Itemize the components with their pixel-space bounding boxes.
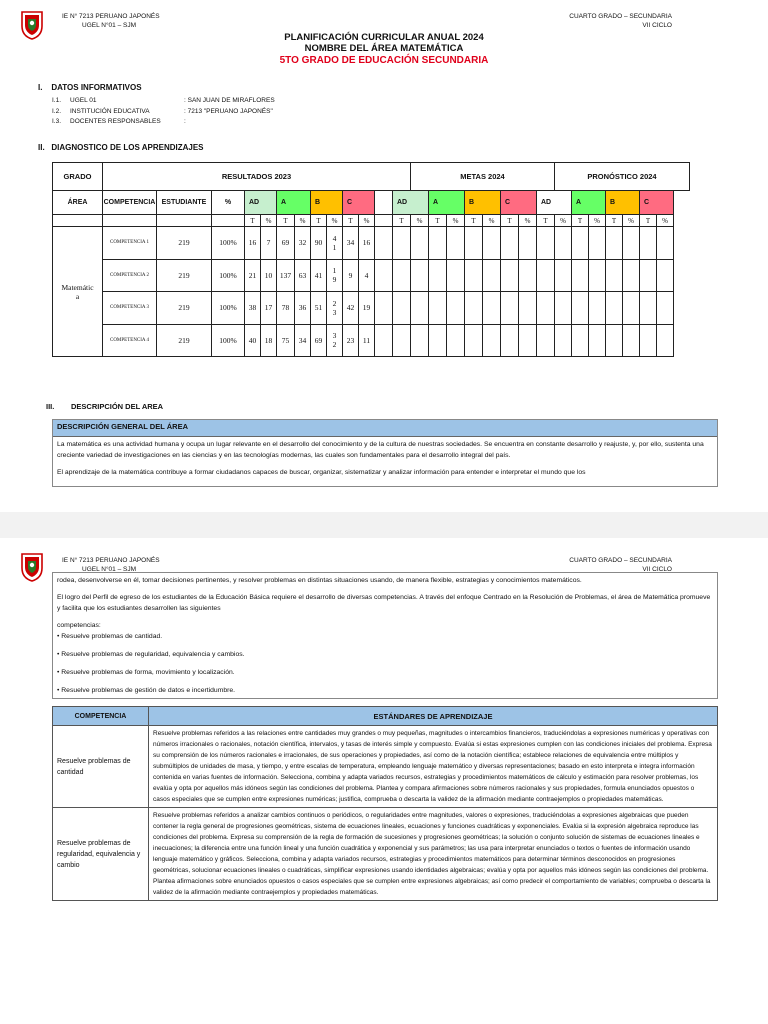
b-p-cell: [327, 324, 343, 357]
school-name: IE N° 7213 PERUANO JAPONÉS: [62, 557, 160, 564]
t-label: T: [245, 215, 261, 227]
ad-t-cell: 38: [245, 292, 261, 325]
empty-cell: [212, 215, 245, 227]
estudiante-header: ESTUDIANTE: [157, 191, 212, 215]
main-title: PLANIFICACIÓN CURRICULAR ANUAL 2024: [284, 32, 484, 43]
meta-cell: [465, 292, 483, 325]
empty-cell: [375, 227, 393, 260]
school-header: [62, 12, 160, 30]
meta-cell: [483, 324, 501, 357]
level-ad-header: AD: [393, 191, 429, 215]
pct-header: %: [212, 191, 245, 215]
empty-cell: [375, 259, 393, 292]
a-p-cell: 36: [295, 292, 311, 325]
document-page-2: [0, 540, 768, 1024]
document-page-1: [0, 0, 768, 510]
datos-informativos-list: [52, 96, 275, 128]
datos-label: INSTITUCIÓN EDUCATIVA: [70, 107, 150, 115]
pronostico-cell: [606, 292, 623, 325]
diag-header-row: [53, 163, 690, 191]
b-p-digit: 4: [332, 233, 337, 243]
pronostico-cell: [537, 292, 555, 325]
level-c-header: C: [343, 191, 375, 215]
pct-label: %: [261, 215, 277, 227]
meta-cell: [393, 259, 411, 292]
pct-cell: 100%: [212, 324, 245, 357]
b-p-digit: 1: [332, 242, 337, 252]
meta-cell: [411, 259, 429, 292]
c-t-cell: 9: [343, 259, 359, 292]
section-heading-diagnostico: II. DIAGNOSTICO DE LOS APRENDIZAJES: [38, 143, 204, 152]
estandares-col-header: ESTÁNDARES DE APRENDIZAJE: [149, 707, 718, 726]
meta-cell: [429, 227, 447, 260]
descripcion-box-title: DESCRIPCIÓN GENERAL DEL ÁREA: [53, 420, 717, 437]
b-p-digit: 2: [332, 298, 337, 308]
pct-label: %: [555, 215, 572, 227]
pronostico-cell: [657, 259, 674, 292]
c-p-cell: 19: [359, 292, 375, 325]
meta-cell: [501, 227, 519, 260]
pronostico-cell: [572, 259, 589, 292]
ugel-name: UGEL N°01 – SJM: [82, 566, 137, 573]
competencia-header: COMPETENCIA: [103, 191, 157, 215]
datos-row: [52, 117, 275, 128]
pronostico-cell: [589, 292, 606, 325]
pct-label: %: [589, 215, 606, 227]
grado-header: GRADO: [53, 163, 103, 191]
ad-t-cell: 21: [245, 259, 261, 292]
pct-cell: 100%: [212, 227, 245, 260]
diag-tp-row: [53, 215, 690, 227]
pct-cell: 100%: [212, 292, 245, 325]
c-t-cell: 42: [343, 292, 359, 325]
t-label: T: [465, 215, 483, 227]
diag-subheader-row: [53, 191, 690, 215]
school-crest-icon: [20, 552, 44, 582]
pronostico-cell: [537, 259, 555, 292]
competencia-bullet: • Resuelve problemas de gestión de datos e incertidumbre.: [57, 687, 236, 694]
c-t-cell: 34: [343, 227, 359, 260]
pronostico-cell: [623, 292, 640, 325]
ugel-name: UGEL N°01 – SJM: [82, 22, 137, 29]
a-p-cell: 32: [295, 227, 311, 260]
estandar-row: [53, 808, 718, 901]
school-name: IE N° 7213 PERUANO JAPONÉS: [62, 13, 160, 20]
meta-cell: [447, 227, 465, 260]
meta-cell: [519, 292, 537, 325]
section-heading-descripcion: III. DESCRIPCIÓN DEL AREA: [46, 402, 164, 411]
estudiante-cell: 219: [157, 259, 212, 292]
diag-data-row: [53, 259, 690, 292]
competencia-bullet: • Resuelve problemas de forma, movimiento y localización.: [57, 669, 235, 676]
descripcion-box: [52, 419, 718, 487]
level-a-header: A: [572, 191, 606, 215]
level-b-header: B: [311, 191, 343, 215]
meta-cell: [483, 259, 501, 292]
competencia-cell: COMPETENCIA 3: [103, 292, 157, 325]
metas-header: METAS 2024: [411, 163, 555, 191]
estandares-table: [52, 706, 718, 901]
pct-label: %: [327, 215, 343, 227]
pronostico-cell: [623, 259, 640, 292]
b-t-cell: 41: [311, 259, 327, 292]
meta-cell: [411, 292, 429, 325]
level-b-header: B: [606, 191, 640, 215]
t-label: T: [277, 215, 295, 227]
empty-cell: [375, 324, 393, 357]
pronostico-cell: [555, 324, 572, 357]
datos-num: I.1.: [52, 97, 62, 104]
pct-label: %: [447, 215, 465, 227]
estandar-text-cell: Resuelve problemas referidos a las relaciones entre cantidades muy grandes o muy pequeñas, magnitudes o intercambios financieros, traduciéndolas a expresiones numéricas y operativas con números irracionales o racionales, notación científica, intervalos, y tasas de interés simple y compuesto. Evalúa si estas expresiones cumplen con las condiciones iniciales del problema. Expresa su comprensión de los números racionales e irracionales, de sus operaciones y propiedades, así como de la notación científica; establece relaciones de equivalencia entre múltiplos y submúltiplos de unidades de masa, y tiempo, y entre escalas de temperatura, empleando lenguaje matemático y diversas representaciones; basado en esto interpreta e integra información contenida en varias fuentes de información. Selecciona, combina y adapta variados recursos, estrategias y procedimientos matemáticos de cálculo y estimación para resolver problemas, los evalúa y opta por aquellos más idóneos según las condiciones del problema. Plantea y compara afirmaciones sobre números racionales y sus propiedades, formula enunciados opuestos o casos especiales que se cumplen entre expresiones numéricas; justifica, comprueba o descarta la validez de la afirmación mediante contraejemplos o propiedades matemáticas.: [149, 726, 718, 808]
pronostico-cell: [623, 227, 640, 260]
area-title: NOMBRE DEL ÁREA MATEMÁTICA: [304, 43, 464, 54]
pronostico-cell: [606, 227, 623, 260]
pct-label: %: [483, 215, 501, 227]
empty-cell: [103, 215, 157, 227]
meta-cell: [429, 259, 447, 292]
pct-label: %: [519, 215, 537, 227]
competencia-bullet: • Resuelve problemas de regularidad, equivalencia y cambios.: [57, 651, 245, 658]
grade-label: CUARTO GRADO – SECUNDARIA: [569, 557, 672, 564]
empty-cell: [375, 191, 393, 215]
meta-cell: [429, 292, 447, 325]
competencia-cell: COMPETENCIA 1: [103, 227, 157, 260]
level-a-header: A: [277, 191, 311, 215]
pronostico-cell: [657, 227, 674, 260]
b-p-digit: 9: [332, 275, 337, 285]
meta-cell: [411, 324, 429, 357]
pronostico-cell: [606, 324, 623, 357]
pronostico-cell: [657, 324, 674, 357]
meta-cell: [393, 324, 411, 357]
descripcion-paragraph: La matemática es una actividad humana y ocupa un lugar relevante en el desarrollo del conocimiento y de la cultura de nuestras sociedades. Se encuentra en constante desarrollo y reajuste, y, por ello, sustenta una creciente variedad de investigaciones en las ciencias y en las tecnologías modernas, las cuales son fundamentales para el desarrollo integral del país.: [57, 441, 704, 459]
pronostico-cell: [640, 324, 657, 357]
estandar-row: [53, 726, 718, 808]
t-label: T: [640, 215, 657, 227]
pronostico-cell: [537, 324, 555, 357]
diag-data-row: [53, 292, 690, 325]
datos-value: :: [184, 118, 186, 125]
competencia-col-header: COMPETENCIA: [53, 707, 149, 726]
cycle-label: VII CICLO: [642, 566, 672, 573]
level-b-header: B: [465, 191, 501, 215]
a-t-cell: 78: [277, 292, 295, 325]
meta-cell: [465, 227, 483, 260]
b-t-cell: 90: [311, 227, 327, 260]
grade-title: 5TO GRADO DE EDUCACIÓN SECUNDARIA: [279, 55, 489, 66]
meta-cell: [501, 259, 519, 292]
level-c-header: C: [501, 191, 537, 215]
a-p-cell: 34: [295, 324, 311, 357]
level-ad-header: AD: [537, 191, 572, 215]
a-t-cell: 69: [277, 227, 295, 260]
pct-label: %: [295, 215, 311, 227]
datos-label: UGEL 01: [70, 97, 97, 104]
pronostico-cell: [555, 227, 572, 260]
ad-p-cell: 18: [261, 324, 277, 357]
diag-data-row: [53, 227, 690, 260]
pct-label: %: [623, 215, 640, 227]
estandares-header-row: [53, 707, 718, 726]
t-label: T: [343, 215, 359, 227]
t-label: T: [429, 215, 447, 227]
meta-cell: [483, 227, 501, 260]
pronostico-header: PRONÓSTICO 2024: [555, 163, 690, 191]
ad-p-cell: 10: [261, 259, 277, 292]
meta-cell: [501, 292, 519, 325]
area-name-line: Matemátic: [61, 282, 94, 292]
meta-cell: [447, 324, 465, 357]
competencia-name-cell: Resuelve problemas de regularidad, equivalencia y cambio: [53, 808, 149, 901]
meta-cell: [519, 259, 537, 292]
document-titles: [0, 32, 768, 67]
b-p-digit: 1: [332, 266, 337, 276]
b-p-cell: [327, 227, 343, 260]
meta-cell: [411, 227, 429, 260]
resultados-header: RESULTADOS 2023: [103, 163, 411, 191]
b-p-cell: [327, 259, 343, 292]
pronostico-cell: [572, 292, 589, 325]
diagnostico-table: [52, 162, 690, 357]
meta-cell: [447, 259, 465, 292]
t-label: T: [501, 215, 519, 227]
datos-num: I.2.: [52, 107, 62, 115]
estudiante-cell: 219: [157, 324, 212, 357]
pronostico-cell: [589, 324, 606, 357]
meta-cell: [465, 259, 483, 292]
pct-label: %: [411, 215, 429, 227]
pronostico-cell: [555, 259, 572, 292]
level-ad-header: AD: [245, 191, 277, 215]
c-p-cell: 16: [359, 227, 375, 260]
ad-p-cell: 17: [261, 292, 277, 325]
pronostico-cell: [640, 227, 657, 260]
estandar-text-cell: Resuelve problemas referidos a analizar cambios continuos o periódicos, o regularidades entre magnitudes, valores o expresiones, traduciéndolas a expresiones algebraicas que pueden contener la regla general de progresiones geométricas, sistema de ecuaciones lineales, ecuaciones y funciones cuadráticas y exponenciales. Evalúa si la expresión algebraica reproduce las condiciones del problema. Expresa su comprensión de la regla de formación de sucesiones y progresiones geométricas; la solución o conjunto solución de sistemas de ecuaciones lineales e inecuaciones; la diferencia entre una función lineal y una función cuadrática y exponencial y sus parámetros; las usa para interpretar enunciados o textos o fuentes de información usando lenguaje matemático y gráficos. Selecciona, combina y adapta variados recursos, estrategias y procedimientos matemáticos para determinar términos desconocidos en progresiones geométricas, solucionar ecuaciones lineales o cuadráticas, simplificar expresiones usando identidades algebraicas; evalúa y opta por aquellos más idóneos según las condiciones del problema. Plantea afirmaciones sobre enunciados opuestos o casos especiales que se cumplen entre expresiones algebraicas; así como predecir el comportamiento de variables; comprueba o descarta la validez de la afirmación mediante contraejemplos y propiedades matemáticas.: [149, 808, 718, 901]
empty-cell: [157, 215, 212, 227]
b-p-cell: [327, 292, 343, 325]
competencias-label: competencias:: [57, 622, 101, 629]
diag-data-row: [53, 324, 690, 357]
meta-cell: [519, 324, 537, 357]
b-p-digit: 2: [332, 340, 337, 350]
ad-p-cell: 7: [261, 227, 277, 260]
t-label: T: [393, 215, 411, 227]
descripcion-paragraph: rodea, desenvolverse en él, tomar decisiones pertinentes, y resolver problemas en distintas situaciones usando, de manera flexible, estrategias y conocimientos matemáticos.: [57, 577, 582, 584]
descripcion-continued: [52, 572, 718, 699]
pronostico-cell: [555, 292, 572, 325]
descripcion-paragraph: El aprendizaje de la matemática contribuye a formar ciudadanos capaces de buscar, organizar, sistematizar y analizar información para entender e interpretar el mundo que los: [57, 469, 586, 476]
empty-cell: [375, 215, 393, 227]
t-label: T: [606, 215, 623, 227]
descripcion-paragraph: El logro del Perfil de egreso de los estudiantes de la Educación Básica requiere el desarrollo de diversas competencias. A través del enfoque Centrado en la Resolución de Problemas, el área de Matemática promueve y facilita que los estudiantes desarrollen las siguientes: [57, 594, 711, 612]
pronostico-cell: [572, 324, 589, 357]
b-p-digit: 3: [332, 307, 337, 317]
meta-cell: [393, 227, 411, 260]
datos-row: [52, 107, 275, 118]
pct-label: %: [657, 215, 674, 227]
descripcion-body: [53, 437, 717, 486]
c-p-cell: 11: [359, 324, 375, 357]
area-name-cell: [53, 227, 103, 357]
competencia-cell: COMPETENCIA 2: [103, 259, 157, 292]
datos-row: [52, 96, 275, 107]
meta-cell: [501, 324, 519, 357]
ad-t-cell: 40: [245, 324, 261, 357]
pronostico-cell: [640, 292, 657, 325]
pronostico-cell: [623, 324, 640, 357]
pronostico-cell: [589, 227, 606, 260]
empty-cell: [375, 292, 393, 325]
grade-header: [569, 12, 672, 30]
b-p-digit: 3: [332, 331, 337, 341]
datos-value: : SAN JUAN DE MIRAFLORES: [184, 97, 275, 104]
datos-num: I.3.: [52, 118, 62, 125]
c-p-cell: 4: [359, 259, 375, 292]
page-separator: [0, 512, 768, 538]
a-t-cell: 137: [277, 259, 295, 292]
grade-label: CUARTO GRADO – SECUNDARIA: [569, 13, 672, 20]
estudiante-cell: 219: [157, 292, 212, 325]
a-p-cell: 63: [295, 259, 311, 292]
competencia-name-cell: Resuelve problemas de cantidad: [53, 726, 149, 808]
area-header: ÁREA: [53, 191, 103, 215]
b-t-cell: 69: [311, 324, 327, 357]
section-heading-datos: I. DATOS INFORMATIVOS: [38, 83, 142, 92]
meta-cell: [447, 292, 465, 325]
datos-label: DOCENTES RESPONSABLES: [70, 118, 161, 125]
pct-label: %: [359, 215, 375, 227]
pronostico-cell: [606, 259, 623, 292]
meta-cell: [519, 227, 537, 260]
empty-cell: [53, 215, 103, 227]
meta-cell: [465, 324, 483, 357]
pronostico-cell: [572, 227, 589, 260]
t-label: T: [537, 215, 555, 227]
t-label: T: [311, 215, 327, 227]
c-t-cell: 23: [343, 324, 359, 357]
estudiante-cell: 219: [157, 227, 212, 260]
pronostico-cell: [640, 259, 657, 292]
pronostico-cell: [657, 292, 674, 325]
ad-t-cell: 16: [245, 227, 261, 260]
competencia-bullet: • Resuelve problemas de cantidad.: [57, 633, 163, 640]
competencia-cell: COMPETENCIA 4: [103, 324, 157, 357]
meta-cell: [429, 324, 447, 357]
b-t-cell: 51: [311, 292, 327, 325]
a-t-cell: 75: [277, 324, 295, 357]
area-name-line: a: [75, 291, 80, 301]
cycle-label: VII CICLO: [642, 22, 672, 29]
pronostico-cell: [537, 227, 555, 260]
level-a-header: A: [429, 191, 465, 215]
pronostico-cell: [589, 259, 606, 292]
pct-cell: 100%: [212, 259, 245, 292]
meta-cell: [393, 292, 411, 325]
level-c-header: C: [640, 191, 674, 215]
t-label: T: [572, 215, 589, 227]
meta-cell: [483, 292, 501, 325]
datos-value: : 7213 "PERUANO JAPONÉS": [184, 107, 273, 115]
